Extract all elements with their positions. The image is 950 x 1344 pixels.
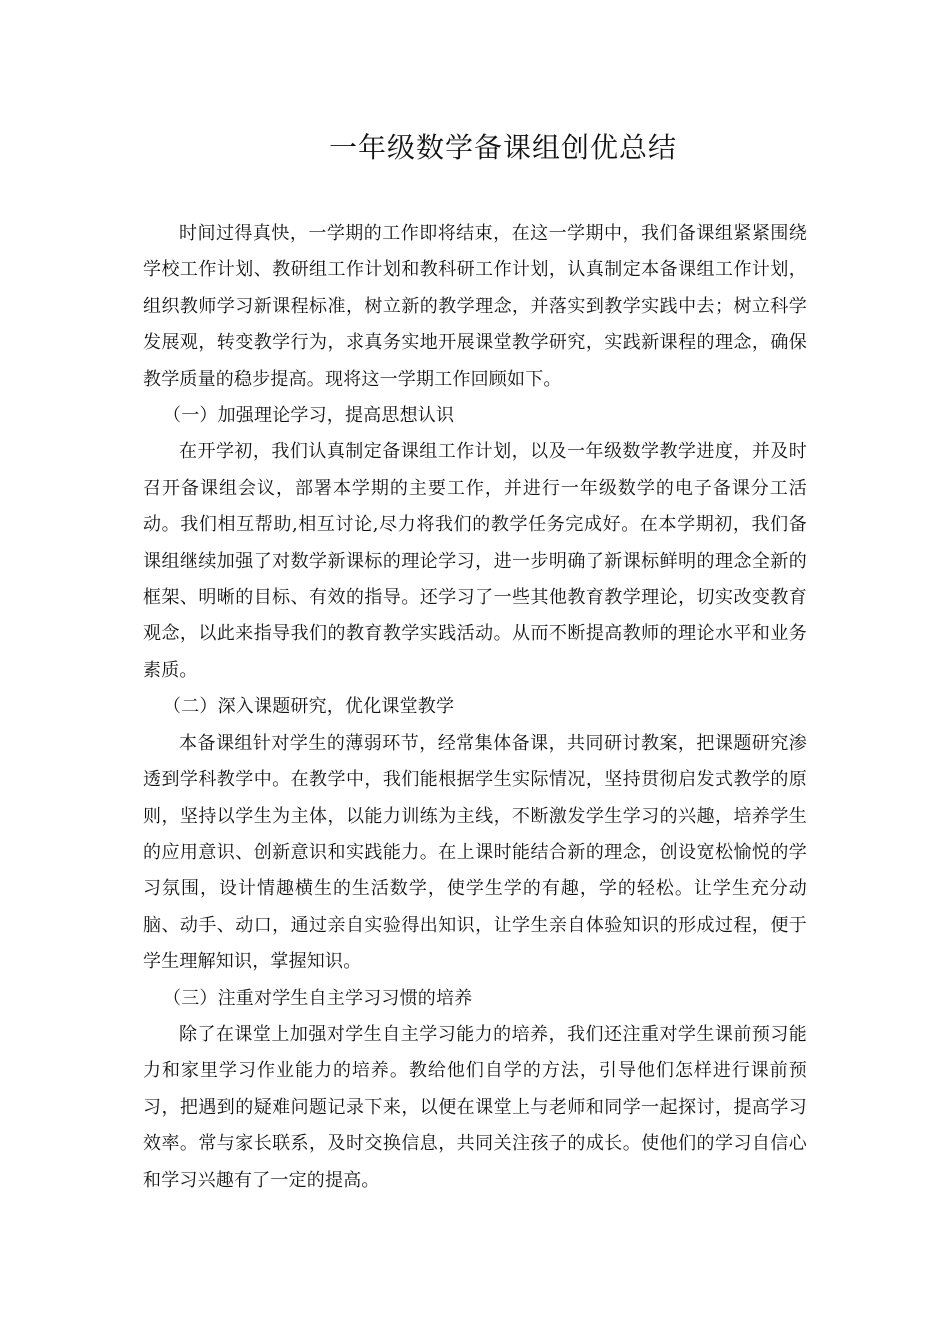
section-3-paragraph: 除了在课堂上加强对学生自主学习能力的培养，我们还注重对学生课前预习能力和家里学习作业能力的培养。教给他们自学的方法，引导他们怎样进行课前预习，把遇到的疑难问题记录下来，以便在课堂上与老师和同学一起探讨，提高学习效率。常与家长联系，及时交换信息，共同关注孩子的成长。使他们的学习自信心和学习兴趣有了一定的提高。 bbox=[143, 1023, 807, 1191]
section-2-paragraph: 本备课组针对学生的薄弱环节，经常集体备课，共同研讨教案，把课题研究渗透到学科教学中。在教学中，我们能根据学生实际情况，坚持贯彻启发式教学的原则，坚持以学生为主体，以能力训练为主线，不断激发学生学习的兴趣，培养学生的应用意识、创新意识和实践能力。在上课时能结合新的理念，创设宽松愉悦的学习氛围，设计情趣横生的生活数学，使学生学的有趣，学的轻松。让学生充分动脑、动手、动口，通过亲自实验得出知识，让学生亲自体验知识的形成过程，便于学生理解知识，掌握知识。 bbox=[143, 732, 807, 973]
section-3-heading: （三）注重对学生自主学习习惯的培养 bbox=[163, 987, 473, 1009]
intro-paragraph: 时间过得真快，一学期的工作即将结束，在这一学期中，我们备课组紧紧围绕学校工作计划、教研组工作计划和教科研工作计划，认真制定本备课组工作计划，组织教师学习新课程标准，树立新的教学理念，并落实到教学实践中去；树立科学发展观，转变教学行为，求真务实地开展课堂教学研究，实践新课程的理念，确保教学质量的稳步提高。现将这一学期工作回顾如下。 bbox=[143, 223, 807, 390]
section-1-paragraph: 在开学初，我们认真制定备课组工作计划，以及一年级数学教学进度，并及时召开备课组会议，部署本学期的主要工作，并进行一年级数学的电子备课分工活动。我们相互帮助,相互讨论,尽力将我们的教学任务完成好。在本学期初，我们备课组继续加强了对数学新课标的理论学习，进一步明确了新课标鲜明的理念全新的框架、明晰的目标、有效的指导。还学习了一些其他教育教学理论，切实改变教育观念，以此来指导我们的教育教学实践活动。从而不断提高教师的理论水平和业务素质。 bbox=[143, 441, 807, 681]
section-1-heading: （一）加强理论学习，提高思想认识 bbox=[163, 405, 455, 427]
document-body bbox=[143, 216, 807, 1199]
section-2-heading: （二）深入课题研究，优化课堂教学 bbox=[163, 696, 455, 718]
document-title: 一年级数学备课组创优总结 bbox=[328, 131, 677, 164]
